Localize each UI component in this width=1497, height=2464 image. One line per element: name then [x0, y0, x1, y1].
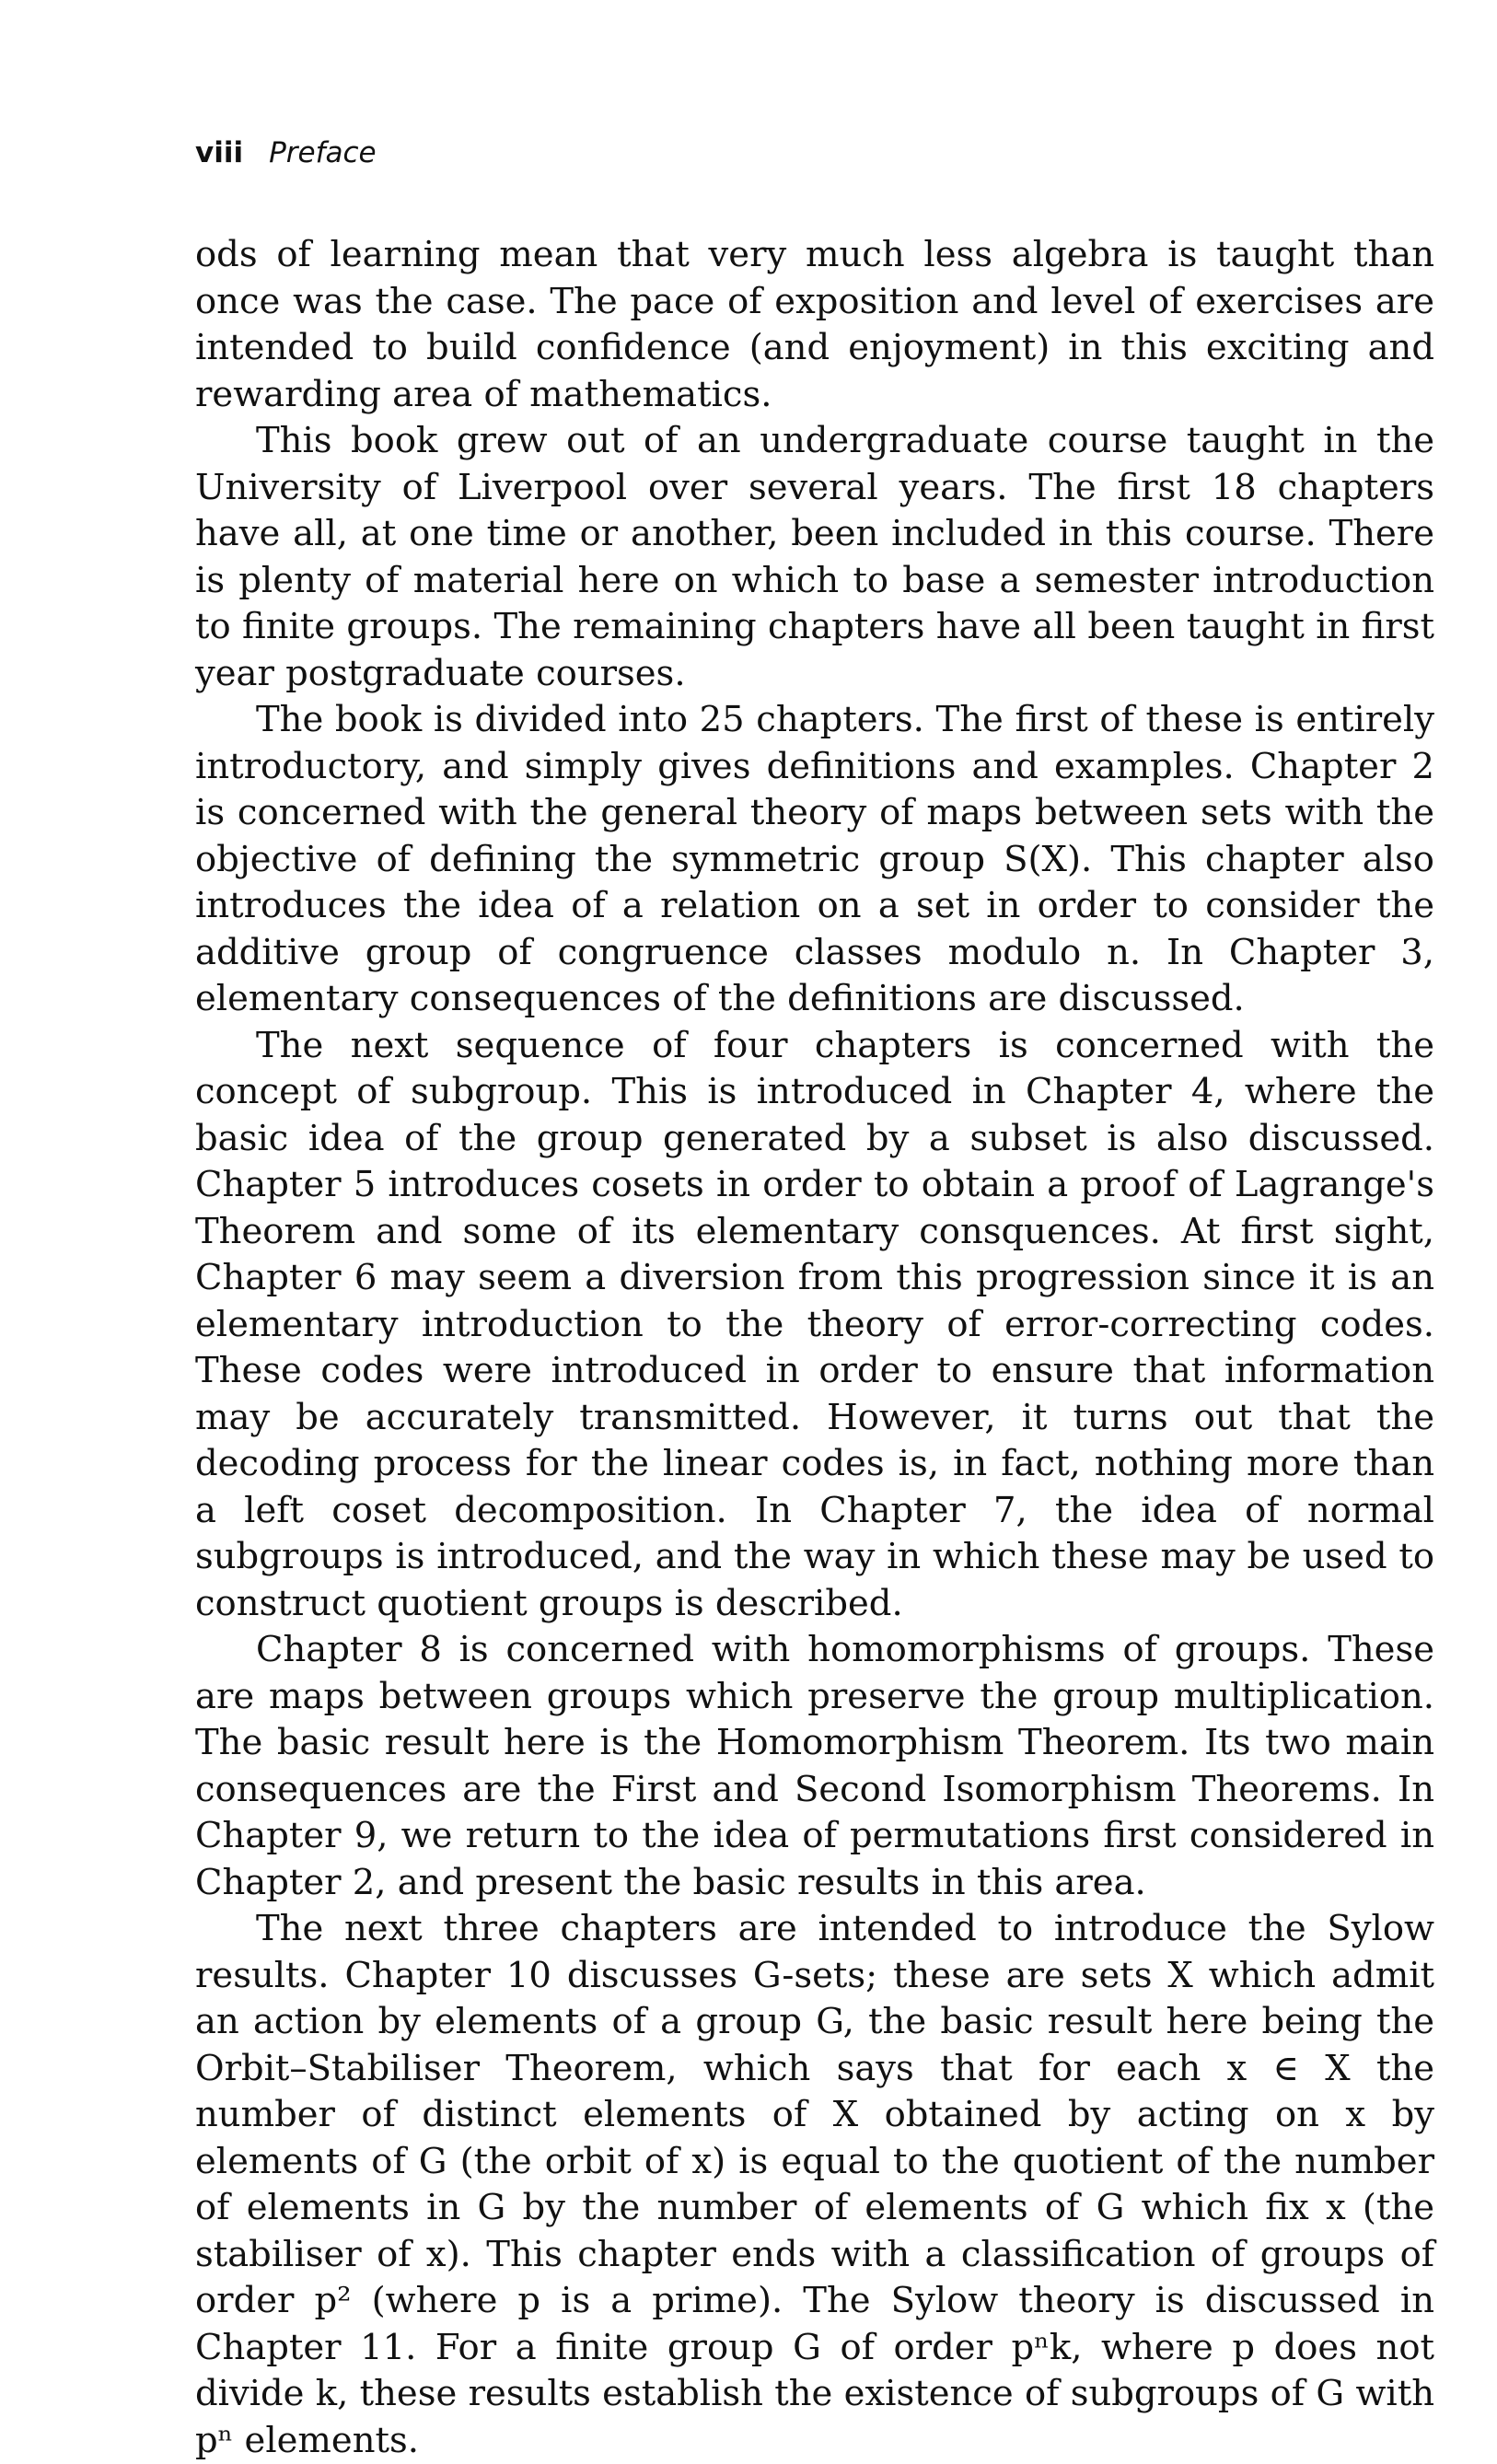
paragraph: The next sequence of four chapters is concerned with the concept of subgroup. This is introduced in Chapter 4, where the basic idea of the group generated by a subset is also discussed. Chapter 5 introduces cosets in order to obtain a proof of Lagrange's Theorem and some of its elementary consquences. At first sight, Chapter 6 may seem a diversion from this progression since it is an elementary introduction to the theory of error-correcting codes. These codes were introduced in order to ensure that information may be accurately transmitted. However, it turns out that the decoding process for the linear codes is, in fact, nothing more than a left coset decomposition. In Chapter 7, the idea of normal subgroups is introduced, and the way in which these may be used to construct quotient groups is described.: [195, 1024, 1434, 1624]
body-text: [195, 232, 1434, 2464]
section-title: Preface: [269, 136, 377, 169]
paragraph-continued: ods of learning mean that very much less algebra is taught than once was the case. The pace of exposition and level of exercises are intended to build confidence (and enjoyment) in this exciting and rewarding area of mathematics.: [195, 234, 1434, 415]
paragraph: Chapter 8 is concerned with homomorphisms of groups. These are maps between groups which preserve the group multiplication. The basic result here is the Homomorphism Theorem. Its two main consequences are the First and Second Isomorphism Theorems. In Chapter 9, we return to the idea of permutations first considered in Chapter 2, and present the basic results in this area.: [195, 1629, 1434, 1903]
paragraph: The next three chapters are intended to introduce the Sylow results. Chapter 10 discusses G-sets; these are sets X which admit an action by elements of a group G, the basic result here being the Orbit–Stabiliser Theorem, which says that for each x ∈ X the number of distinct elements of X obtained by acting on x by elements of G (the orbit of x) is equal to the quotient of the number of elements in G by the number of elements of G which fix x (the stabiliser of x). This chapter ends with a classification of groups of order p² (where p is a prime). The Sylow theory is discussed in Chapter 11. For a finite group G of order pⁿk, where p does not divide k, these results establish the existence of subgroups of G with pⁿ elements.: [195, 1908, 1434, 2461]
paragraph: This book grew out of an undergraduate course taught in the University of Liverpool over several years. The first 18 chapters have all, at one time or another, been included in this course. There is plenty of material here on which to base a semester introduction to finite groups. The remaining chapters have all been taught in first year postgraduate courses.: [195, 420, 1434, 694]
page-number: viii: [195, 136, 244, 169]
running-head: [195, 134, 377, 171]
paragraph: The book is divided into 25 chapters. The first of these is entirely introductory, and simply gives definitions and examples. Chapter 2 is concerned with the general theory of maps between sets with the objective of defining the symmetric group S(X). This chapter also introduces the idea of a relation on a set in order to consider the additive group of congruence classes modulo n. In Chapter 3, elementary consequences of the definitions are discussed.: [195, 699, 1434, 1019]
